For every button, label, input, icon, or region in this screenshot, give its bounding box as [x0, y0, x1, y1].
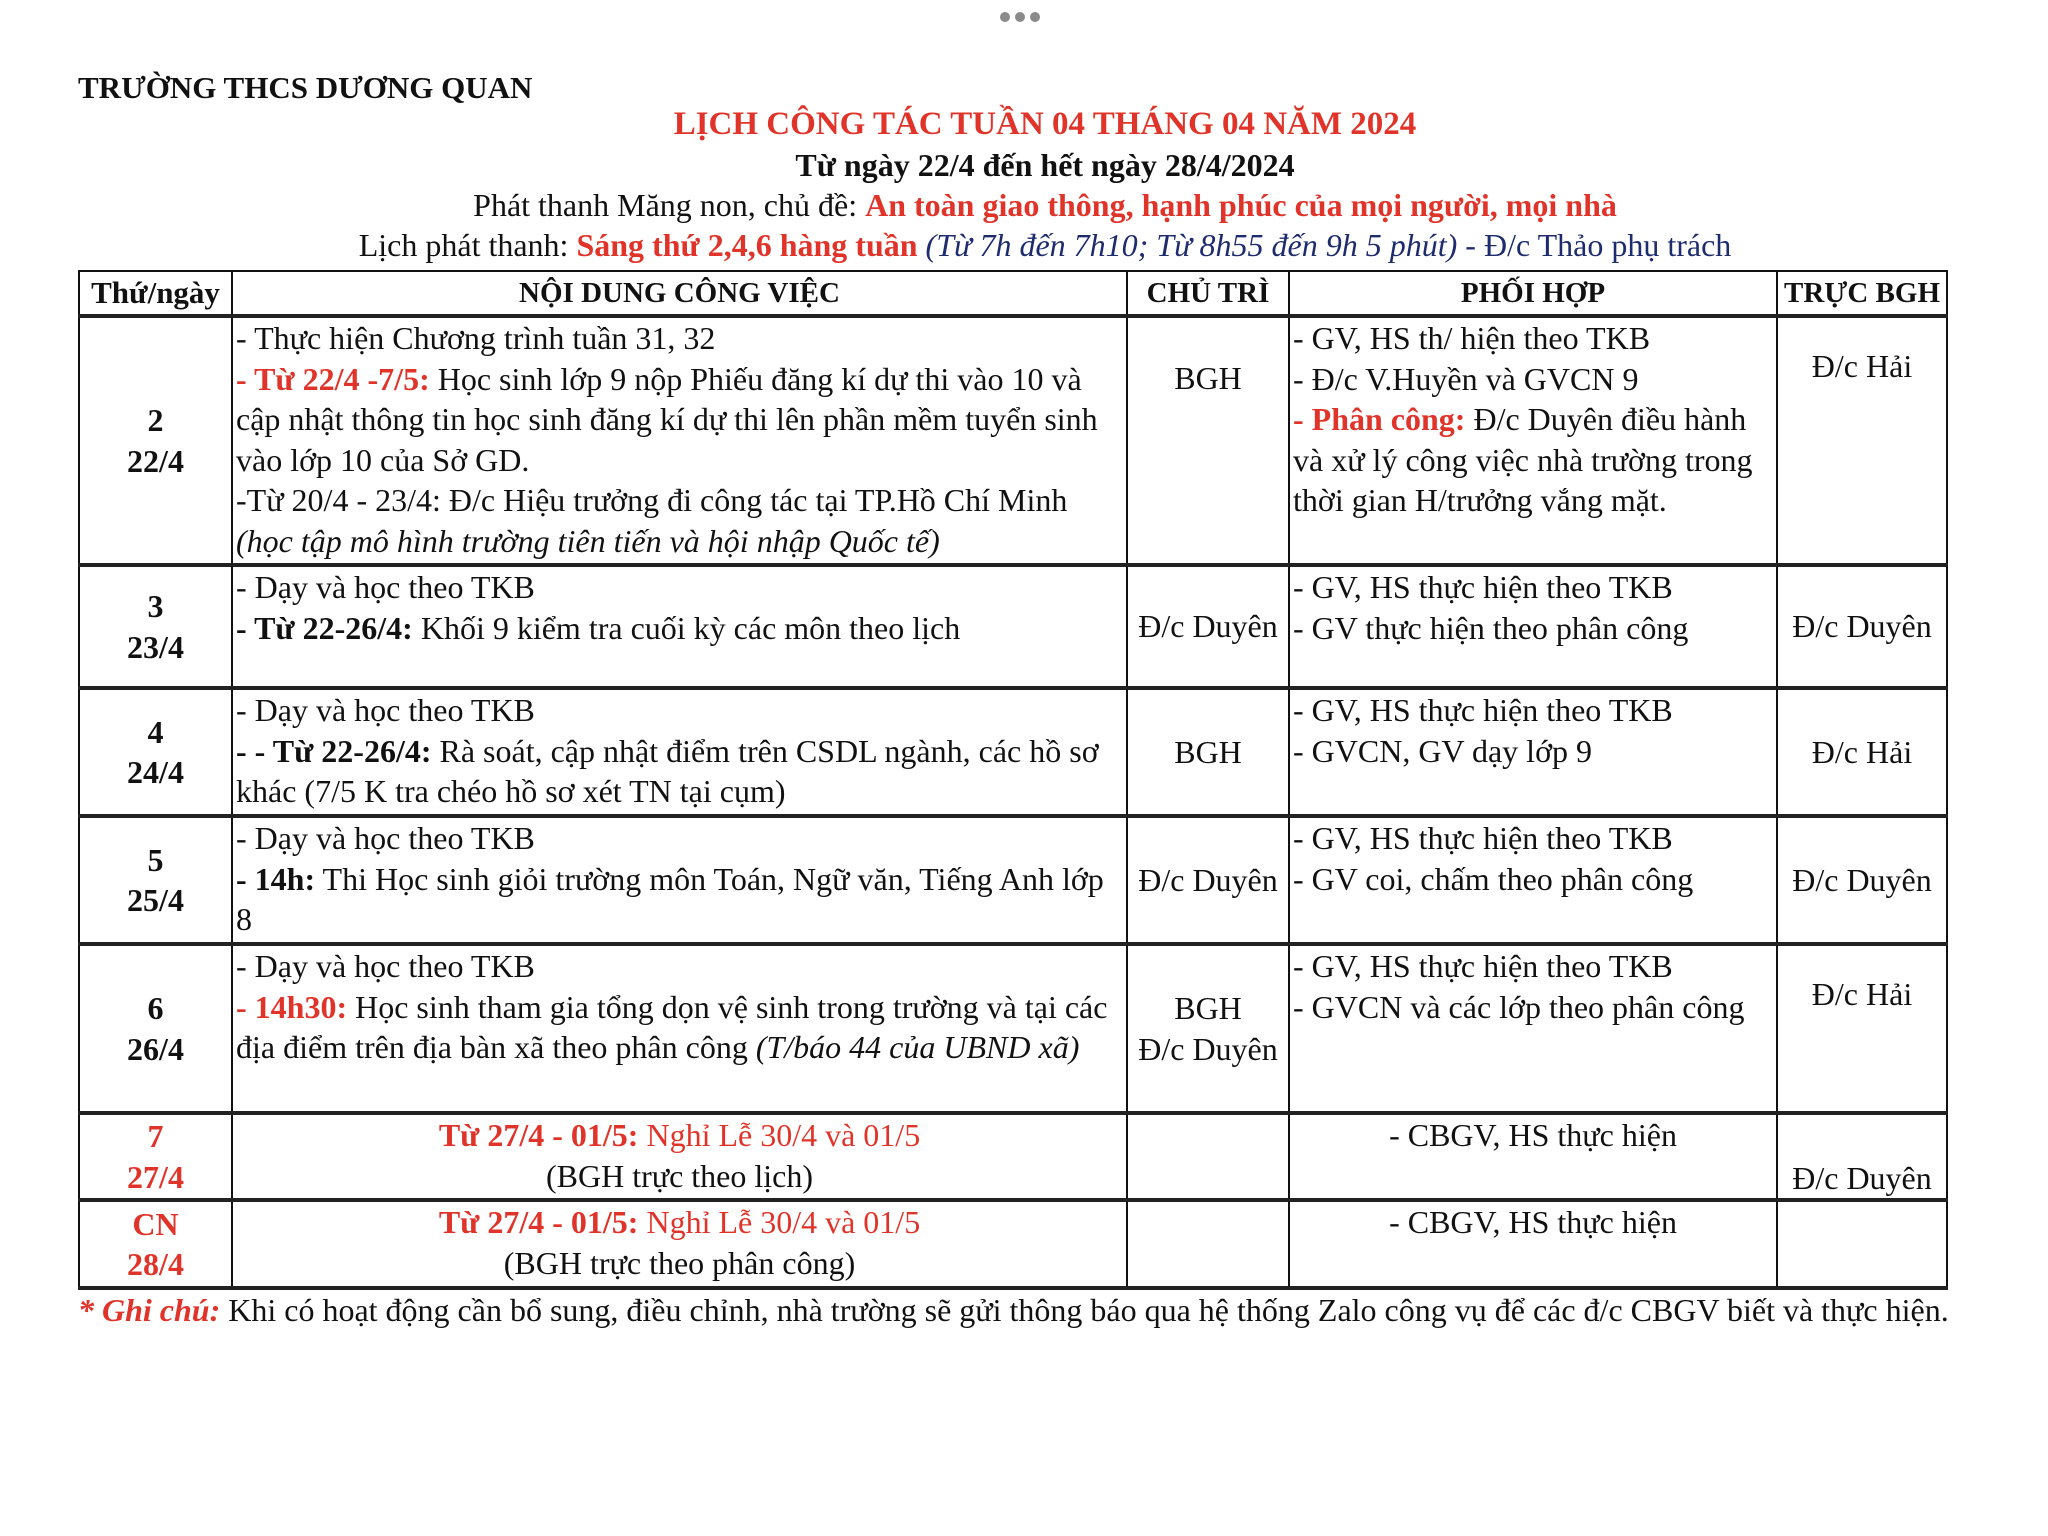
text-segment: - Dạy và học theo TKB [236, 569, 535, 605]
note-text: Khi có hoạt động cần bổ sung, điều chỉnh, nhà trường sẽ gửi thông báo qua hệ thống Zalo công vụ để các đ/c CBGV biết và thực hiện. [220, 1292, 1949, 1328]
broadcast-topic: An toàn giao thông, hạnh phúc của mọi người, mọi nhà [865, 187, 1617, 223]
school-name: TRƯỜNG THCS DƯƠNG QUAN [78, 70, 533, 105]
text-segment: - Thực hiện Chương trình tuần 31, 32 [236, 320, 716, 356]
table-row [79, 816, 1947, 944]
document-title: LỊCH CÔNG TÁC TUẦN 04 THÁNG 04 NĂM 2024 [673, 106, 1417, 142]
text-line [1293, 690, 1773, 731]
text-line [236, 987, 1123, 1068]
text-segment: - Dạy và học theo TKB [236, 948, 535, 984]
day-date: 28/4 [127, 1246, 184, 1282]
text-segment: - Từ 22/4 -7/5: [236, 360, 430, 397]
text-line [236, 567, 1123, 608]
text-line [236, 690, 1123, 731]
text-segment: Học sinh tham gia tổng dọn vệ sinh trong trường và tại các địa điểm trên địa bàn xã theo phân công [236, 988, 1108, 1065]
text-segment: Học sinh lớp 9 nộp Phiếu đăng kí dự thi vào 10 và cập nhật thông tin học sinh đăng kí dự thi lên phần mềm tuyển sinh vào lớp 10 của Sở GD. [236, 360, 1098, 478]
table-row [79, 1200, 1947, 1288]
chair-cell [1127, 316, 1289, 565]
text-line [236, 946, 1123, 987]
text-segment: - - Từ 22-26/4: [236, 732, 432, 769]
text-line [236, 359, 1123, 481]
broadcast-topic-line [0, 187, 2048, 224]
text-segment: Thi Học sinh giỏi trường môn Toán, Ngữ văn, Tiếng Anh lớp 8 [236, 860, 1104, 937]
duty-cell: Đ/c Duyên [1777, 816, 1947, 944]
day-cell [79, 688, 232, 816]
chair-name: BGH [1174, 733, 1242, 770]
header-day: Thứ/ngày [79, 271, 232, 316]
text-segment: - GV coi, chấm theo phân công [1293, 860, 1694, 897]
text-segment: - GVCN và các lớp theo phân công [1293, 988, 1745, 1025]
text-segment: Nghỉ Lễ 30/4 và 01/5 [638, 1117, 921, 1153]
text-line [236, 1115, 1123, 1156]
coordination-cell [1289, 1113, 1777, 1200]
text-segment: - GVCN, GV dạy lớp 9 [1293, 732, 1592, 769]
text-segment: (BGH trực theo phân công) [503, 1244, 856, 1281]
duty-cell: Đ/c Duyên [1777, 565, 1947, 688]
duty-cell: Đ/c Hải [1777, 316, 1947, 565]
chair-name: BGH [1174, 360, 1242, 396]
header-content: NỘI DUNG CÔNG VIỆC [232, 271, 1127, 316]
day-cell [79, 944, 232, 1113]
text-segment: Đ/c Duyên điều hành và xử lý công việc nhà trường trong thời gian H/trưởng vắng mặt. [1293, 401, 1753, 518]
note-label: * Ghi chú: [78, 1292, 221, 1328]
text-segment: - Phân công: [1293, 401, 1466, 437]
text-line [1293, 859, 1773, 900]
text-segment: (T/báo 44 của UBND xã) [755, 1029, 1080, 1065]
text-line [1293, 399, 1773, 521]
text-segment: (BGH trực theo lịch) [545, 1157, 814, 1194]
text-segment: - Dạy và học theo TKB [236, 692, 535, 728]
day-cell [79, 565, 232, 688]
date-range: Từ ngày 22/4 đến hết ngày 28/4/2024 [795, 147, 1295, 183]
chair-cell [1127, 816, 1289, 944]
day-weekday: CN [132, 1205, 179, 1242]
text-segment: - GV, HS thực hiện theo TKB [1293, 692, 1673, 728]
text-segment: (học tập mô hình trường tiên tiến và hội nhập Quốc tế) [236, 522, 940, 559]
coordination-cell [1289, 1200, 1777, 1288]
day-date: 25/4 [127, 882, 184, 918]
content-cell [232, 688, 1127, 816]
duty-cell: Đ/c Duyên [1777, 1113, 1947, 1200]
chair-cell [1127, 688, 1289, 816]
day-date: 26/4 [127, 1030, 184, 1067]
broadcast-topic-label: Phát thanh Măng non, chủ đề: [473, 187, 866, 223]
duty-cell: Đ/c Hải [1777, 944, 1947, 1113]
duty-cell: Đ/c Hải [1777, 688, 1947, 816]
table-row [79, 944, 1947, 1113]
text-line [1293, 987, 1773, 1028]
text-line [1293, 946, 1773, 987]
chair-name: Đ/c Duyên [1138, 861, 1278, 898]
day-date: 24/4 [127, 754, 184, 790]
text-line [236, 480, 1123, 561]
text-segment: - Từ 22-26/4: [236, 609, 413, 646]
table-row [79, 1113, 1947, 1200]
day-weekday: 3 [147, 588, 164, 624]
day-weekday: 4 [147, 713, 164, 750]
text-segment: - Đ/c V.Huyền và GVCN 9 [1293, 360, 1639, 397]
day-date: 23/4 [127, 628, 184, 665]
text-segment: - CBGV, HS thực hiện [1389, 1117, 1677, 1153]
text-line [236, 1156, 1123, 1197]
text-segment: Rà soát, cập nhật điểm trên CSDL ngành, các hồ sơ khác (7/5 K tra chéo hồ sơ xét TN tại cụm) [236, 732, 1099, 809]
text-line [236, 318, 1123, 359]
schedule-days: Sáng thứ 2,4,6 hàng tuần [576, 227, 918, 263]
duty-cell [1777, 1200, 1947, 1288]
schedule-table [78, 270, 1948, 1290]
text-segment: - GV, HS thực hiện theo TKB [1293, 948, 1673, 984]
text-line [1293, 567, 1773, 608]
broadcast-schedule-line [0, 227, 2048, 264]
text-segment: - 14h30: [236, 988, 348, 1025]
content-cell [232, 816, 1127, 944]
text-segment: - Dạy và học theo TKB [236, 820, 535, 856]
day-date: 22/4 [127, 442, 184, 479]
text-segment: Nghỉ Lễ 30/4 và 01/5 [638, 1204, 921, 1240]
chair-cell [1127, 944, 1289, 1113]
footnote [78, 1290, 1998, 1331]
day-cell [79, 816, 232, 944]
header-duty: TRỰC BGH [1777, 271, 1947, 316]
more-options-icon[interactable] [1000, 12, 1048, 26]
text-line [236, 818, 1123, 859]
text-line [236, 608, 1123, 649]
day-date: 27/4 [127, 1158, 184, 1195]
table-row [79, 316, 1947, 565]
chair-name: Đ/c Duyên [1138, 608, 1278, 645]
coordination-cell [1289, 316, 1777, 565]
coordination-cell [1289, 565, 1777, 688]
text-line [236, 859, 1123, 940]
coordination-cell [1289, 816, 1777, 944]
coordination-cell [1289, 688, 1777, 816]
day-cell [79, 316, 232, 565]
text-segment: Từ 27/4 - 01/5: [438, 1117, 639, 1153]
text-line [236, 1202, 1123, 1243]
text-segment: Khối 9 kiểm tra cuối kỳ các môn theo lịch [412, 609, 961, 646]
text-line [1293, 1115, 1773, 1156]
text-segment: - GV thực hiện theo phân công [1293, 609, 1689, 646]
table-row [79, 688, 1947, 816]
day-cell [79, 1200, 232, 1288]
content-cell [232, 1200, 1127, 1288]
text-segment: - GV, HS th/ hiện theo TKB [1293, 320, 1651, 356]
day-weekday: 6 [147, 990, 164, 1026]
text-line [236, 1243, 1123, 1284]
coordination-cell [1289, 944, 1777, 1113]
content-cell [232, 944, 1127, 1113]
content-cell [232, 1113, 1127, 1200]
header-chair: CHỦ TRÌ [1127, 271, 1289, 316]
chair-cell [1127, 565, 1289, 688]
content-cell [232, 565, 1127, 688]
text-line [1293, 608, 1773, 649]
schedule-label: Lịch phát thanh: [358, 227, 577, 263]
text-line [1293, 359, 1773, 400]
table-row [79, 565, 1947, 688]
text-segment: - GV, HS thực hiện theo TKB [1293, 820, 1673, 856]
text-line [236, 731, 1123, 812]
text-segment: - GV, HS thực hiện theo TKB [1293, 569, 1673, 605]
text-line [1293, 318, 1773, 359]
day-weekday: 2 [147, 402, 164, 438]
day-weekday: 7 [147, 1118, 164, 1154]
day-weekday: 5 [147, 841, 164, 878]
chair-cell [1127, 1113, 1289, 1200]
text-segment: -Từ 20/4 - 23/4: Đ/c Hiệu trưởng đi công tác tại TP.Hồ Chí Minh [236, 482, 1068, 518]
chair-name: BGH [1174, 990, 1242, 1026]
text-segment: - CBGV, HS thực hiện [1389, 1204, 1677, 1240]
text-segment: - 14h: [236, 860, 316, 897]
content-cell [232, 316, 1127, 565]
text-line [1293, 731, 1773, 772]
text-segment: Từ 27/4 - 01/5: [438, 1204, 639, 1240]
chair-name: Đ/c Duyên [1138, 1030, 1278, 1067]
table-header-row [79, 271, 1947, 316]
day-cell [79, 1113, 232, 1200]
text-line [1293, 818, 1773, 859]
text-line [1293, 1202, 1773, 1243]
header-coordination: PHỐI HỢP [1289, 271, 1777, 316]
schedule-times: (Từ 7h đến 7h10; Từ 8h55 đến 9h 5 phút) [917, 227, 1458, 263]
schedule-owner: - Đ/c Thảo phụ trách [1457, 227, 1732, 263]
chair-cell [1127, 1200, 1289, 1288]
